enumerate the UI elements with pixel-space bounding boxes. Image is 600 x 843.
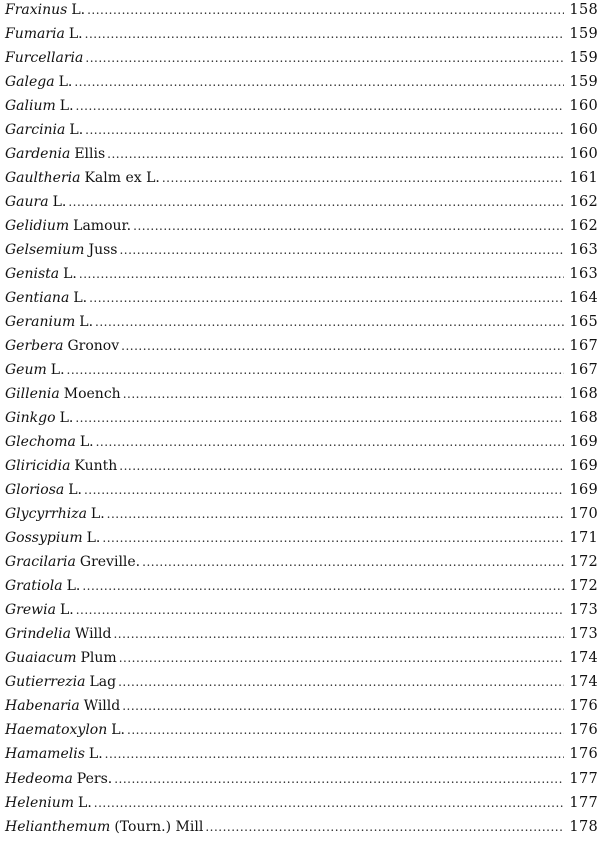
dot-leader [80, 574, 564, 598]
page-number: 169 [569, 458, 598, 475]
dot-leader [120, 694, 564, 718]
dot-leader [121, 382, 564, 406]
author-abbreviation: L. [58, 74, 73, 91]
dot-leader [74, 94, 564, 118]
page-number: 160 [569, 146, 598, 163]
index-entry [5, 214, 598, 238]
page-number: 174 [569, 674, 598, 691]
genus-name: Furcellaria [5, 50, 84, 67]
dot-leader [87, 286, 564, 310]
genus-name: Habenaria [5, 698, 80, 715]
index-entry [5, 502, 598, 526]
genus-name: Hamamelis [5, 746, 85, 763]
index-entry [5, 382, 598, 406]
dot-leader [119, 334, 564, 358]
genus-name: Geranium [5, 314, 76, 331]
page-number: 158 [569, 2, 598, 18]
author-abbreviation: L. [59, 602, 74, 619]
page-number: 173 [569, 626, 598, 643]
author-abbreviation: L. [68, 482, 82, 499]
page-number: 176 [569, 698, 598, 715]
genus-name: Gliricidia [5, 458, 71, 475]
page-number: 163 [569, 266, 598, 283]
author-abbreviation: Greville. [79, 554, 141, 571]
genus-name: Garcinia [5, 122, 66, 139]
dot-leader [83, 118, 564, 142]
author-abbreviation: L. [69, 122, 84, 139]
dot-leader [65, 358, 564, 382]
dot-leader [93, 310, 564, 334]
page-number: 168 [569, 410, 598, 427]
index-entry [5, 70, 598, 94]
author-abbreviation: Gronov [67, 338, 120, 355]
genus-name: Geum [5, 362, 47, 379]
author-abbreviation: L. [68, 26, 83, 43]
genus-name: Gardenia [5, 146, 71, 163]
page-number: 167 [569, 338, 598, 355]
author-abbreviation: Juss [88, 242, 118, 259]
dot-leader [82, 478, 564, 502]
genus-name: Galium [5, 98, 56, 115]
author-abbreviation: (Tourn.) Mill [114, 818, 204, 835]
author-abbreviation: L. [52, 194, 67, 211]
author-abbreviation: Willd [74, 626, 112, 643]
index-entry [5, 190, 598, 214]
index-entry [5, 22, 598, 46]
index-entry [5, 622, 598, 646]
index-entry [5, 791, 598, 815]
index-entry [5, 46, 598, 70]
genus-name: Gentiana [5, 290, 70, 307]
dot-leader [83, 22, 564, 46]
page-number: 159 [569, 50, 598, 67]
page-number: 160 [569, 98, 598, 115]
index-entry [5, 694, 598, 718]
index-entry [5, 718, 598, 742]
author-abbreviation: L. [79, 434, 94, 451]
dot-leader [125, 718, 564, 742]
genus-name: Ginkgo [5, 410, 56, 427]
genus-name: Gelsemium [5, 242, 85, 259]
genus-name: Guaiacum [5, 650, 77, 667]
index-entry [5, 815, 598, 839]
index-entry [5, 598, 598, 622]
genus-name: Fraxinus [5, 2, 68, 18]
page-number: 169 [569, 482, 598, 499]
index-entry [5, 310, 598, 334]
page-number: 173 [569, 602, 598, 619]
genus-name: Fumaria [5, 26, 65, 43]
genus-name: Gloriosa [5, 482, 65, 499]
page-number: 161 [569, 170, 598, 187]
index-page [5, 0, 598, 843]
index-entry [5, 406, 598, 430]
page-number: 177 [569, 794, 598, 811]
page-number: 174 [569, 650, 598, 667]
page-number: 162 [569, 218, 598, 235]
index-entry [5, 94, 598, 118]
author-abbreviation: Moench [63, 386, 121, 403]
index-entry [5, 358, 598, 382]
author-abbreviation: L. [59, 98, 74, 115]
index-entry [5, 262, 598, 286]
index-entry [5, 478, 598, 502]
page-number: 176 [569, 722, 598, 739]
page-number: 160 [569, 122, 598, 139]
dot-leader [117, 454, 564, 478]
page-number: 164 [569, 290, 598, 307]
genus-name: Gossypium [5, 530, 83, 547]
page-number: 172 [569, 578, 598, 595]
author-abbreviation: Lag [89, 674, 117, 691]
author-abbreviation: Ellis [74, 146, 106, 163]
author-abbreviation: Kalm ex L. [84, 170, 160, 187]
index-entry [5, 526, 598, 550]
page-number: 162 [569, 194, 598, 211]
author-abbreviation: L. [111, 722, 125, 739]
dot-leader [72, 70, 564, 94]
author-abbreviation: L. [66, 578, 81, 595]
dot-leader [105, 142, 564, 166]
dot-leader [73, 406, 564, 430]
author-abbreviation: Willd [83, 698, 121, 715]
genus-name: Helenium [5, 794, 75, 811]
author-abbreviation: L. [79, 314, 94, 331]
author-abbreviation: L. [71, 2, 86, 18]
author-abbreviation: L. [63, 266, 77, 283]
page-number: 169 [569, 434, 598, 451]
index-entry [5, 166, 598, 190]
page-number: 163 [569, 242, 598, 259]
page-number: 167 [569, 362, 598, 379]
dot-leader [140, 550, 564, 574]
index-entry [5, 238, 598, 262]
page-number: 178 [569, 818, 598, 835]
index-entry [5, 646, 598, 670]
index-entry [5, 142, 598, 166]
author-abbreviation: L. [59, 410, 74, 427]
dot-leader [117, 238, 564, 262]
dot-leader [83, 46, 564, 70]
page-number: 168 [569, 386, 598, 403]
page-number: 176 [569, 746, 598, 763]
index-entry [5, 286, 598, 310]
dot-leader [100, 526, 564, 550]
dot-leader [111, 622, 564, 646]
dot-leader [131, 214, 564, 238]
page-number: 159 [569, 26, 598, 43]
genus-name: Gracilaria [5, 554, 76, 571]
author-abbreviation: Kunth [74, 458, 118, 475]
dot-leader [160, 166, 564, 190]
index-entry [5, 742, 598, 766]
dot-leader [112, 767, 564, 791]
dot-leader [116, 670, 564, 694]
dot-leader [74, 598, 564, 622]
index-entry [5, 550, 598, 574]
index-entry [5, 118, 598, 142]
author-abbreviation: Pers. [76, 770, 113, 787]
dot-leader [94, 430, 564, 454]
author-abbreviation: Lamour. [73, 218, 132, 235]
page-number: 170 [569, 506, 598, 523]
index-entry [5, 767, 598, 791]
genus-name: Glechoma [5, 434, 76, 451]
index-entry [5, 670, 598, 694]
genus-name: Genista [5, 266, 60, 283]
genus-name: Gerbera [5, 338, 64, 355]
author-abbreviation: L. [73, 290, 88, 307]
index-entry [5, 0, 598, 22]
dot-leader [105, 502, 564, 526]
genus-name: Gillenia [5, 386, 60, 403]
author-abbreviation: L. [88, 746, 103, 763]
dot-leader [77, 262, 564, 286]
genus-name: Gaultheria [5, 170, 81, 187]
index-entry [5, 334, 598, 358]
genus-name: Hedeoma [5, 770, 73, 787]
genus-name: Gutierrezia [5, 674, 86, 691]
genus-name: Gaura [5, 194, 49, 211]
dot-leader [85, 0, 564, 22]
dot-leader [92, 791, 564, 815]
index-entry [5, 454, 598, 478]
author-abbreviation: Plum [80, 650, 117, 667]
page-number: 165 [569, 314, 598, 331]
genus-name: Gelidium [5, 218, 70, 235]
page-number: 171 [569, 530, 598, 547]
dot-leader [117, 646, 564, 670]
genus-name: Haematoxylon [5, 722, 108, 739]
dot-leader [203, 815, 564, 839]
dot-leader [103, 742, 564, 766]
genus-name: Grewia [5, 602, 56, 619]
index-entry [5, 574, 598, 598]
dot-leader [66, 190, 564, 214]
author-abbreviation: L. [50, 362, 65, 379]
page-number: 177 [569, 770, 598, 787]
index-list [5, 0, 598, 839]
index-entry [5, 430, 598, 454]
genus-name: Glycyrrhiza [5, 506, 87, 523]
page-number: 172 [569, 554, 598, 571]
genus-name: Helianthemum [5, 818, 111, 835]
author-abbreviation: L. [90, 506, 105, 523]
genus-name: Grindelia [5, 626, 71, 643]
genus-name: Galega [5, 74, 55, 91]
genus-name: Gratiola [5, 578, 63, 595]
author-abbreviation: L. [86, 530, 101, 547]
author-abbreviation: L. [78, 794, 92, 811]
page-number: 159 [569, 74, 598, 91]
